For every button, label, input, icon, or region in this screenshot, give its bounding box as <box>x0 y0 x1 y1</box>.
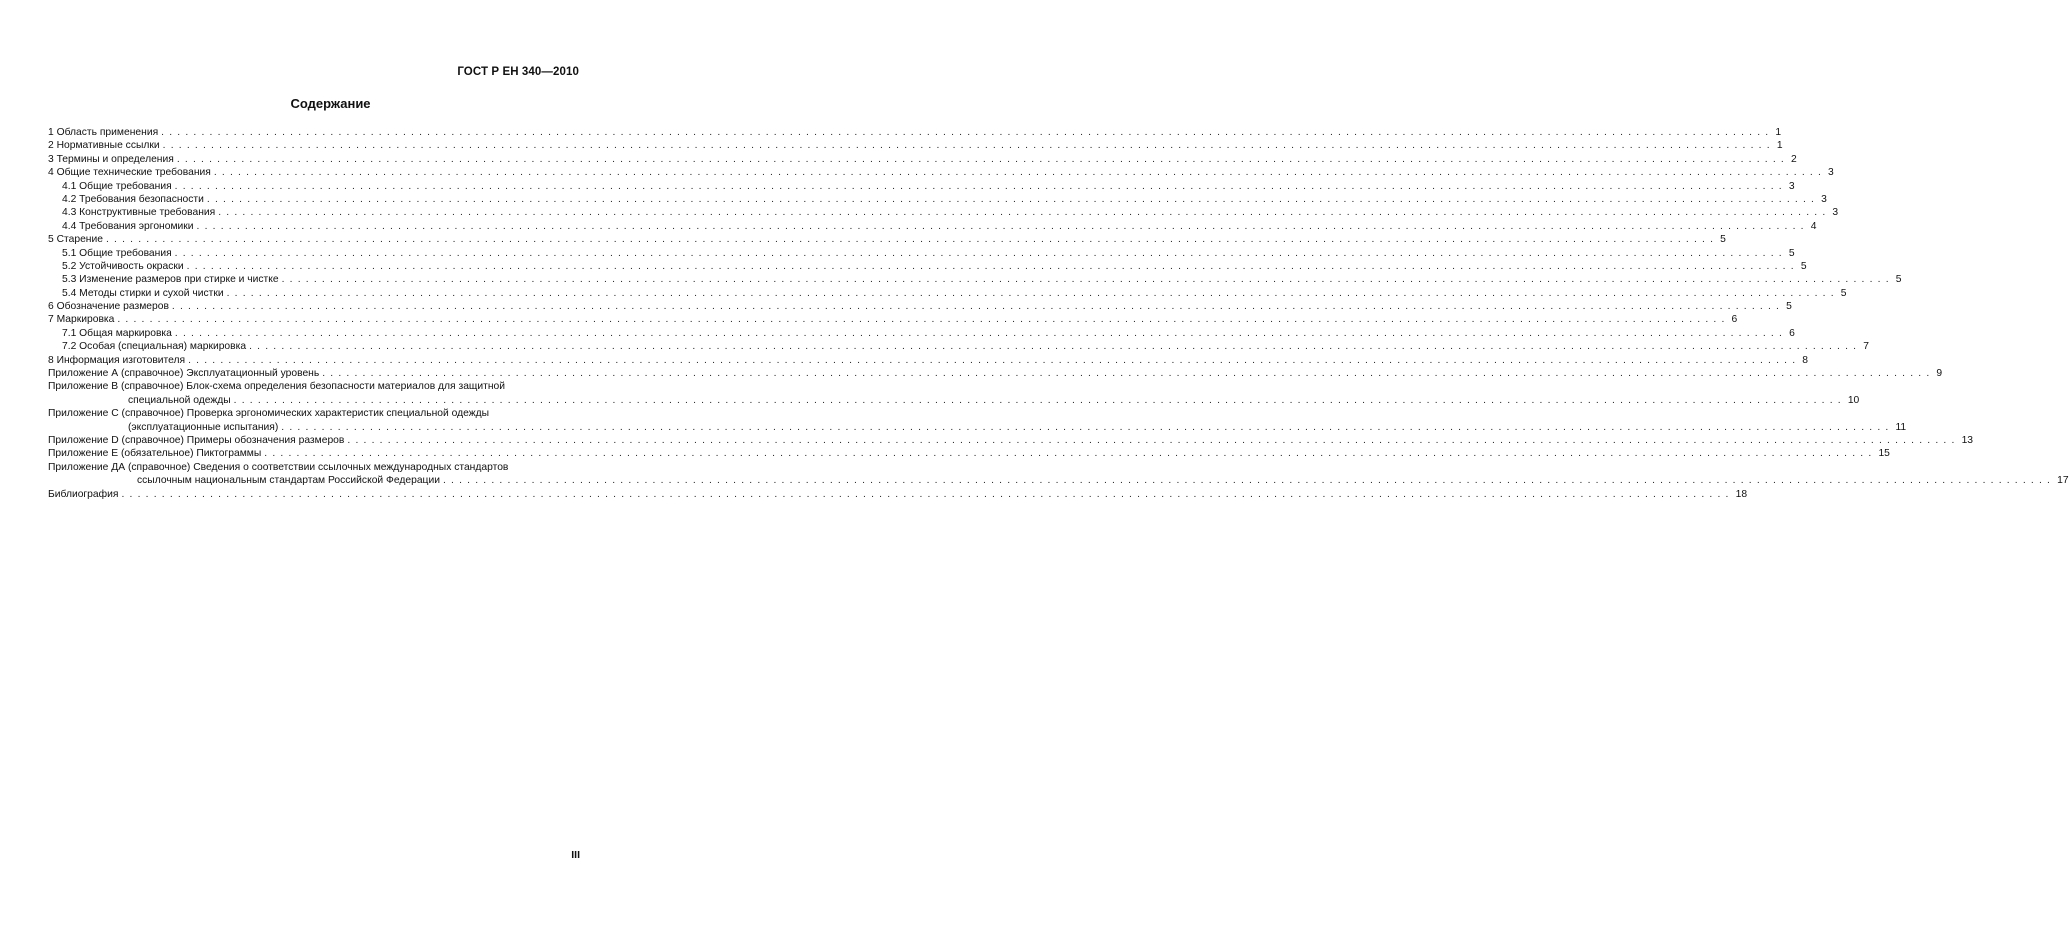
toc-entry-label: 4.3 Конструктивные требования <box>62 207 216 219</box>
toc-entry-page: 5 <box>1788 247 1795 259</box>
toc-dot-leader: ........................................................................................................................................................................................................ <box>233 394 1846 406</box>
table-of-contents <box>48 126 2069 501</box>
toc-dot-leader: ........................................................................................................................................................................................................ <box>174 327 1788 339</box>
toc-dot-leader: ........................................................................................................................................................................................................ <box>174 247 1787 259</box>
toc-dot-leader: ........................................................................................................................................................................................................ <box>162 140 1775 152</box>
toc-entry-page: 8 <box>1802 354 1809 366</box>
toc-entry-label: 5.2 Устойчивость окраски <box>62 260 184 272</box>
toc-entry-page: 13 <box>1961 434 1974 446</box>
toc-entry-page: 1 <box>1776 140 1783 152</box>
toc-entry-label: 4 Общие технические требования <box>48 167 211 179</box>
toc-dot-leader: ........................................................................................................................................................................................................ <box>281 274 1894 286</box>
toc-entry-page: 17 <box>2057 475 2069 487</box>
toc-dot-leader: ........................................................................................................................................................................................................ <box>176 153 1789 165</box>
toc-entry-page: 18 <box>1735 488 1748 500</box>
toc-dot-leader: ........................................................................................................................................................................................................ <box>171 301 1785 313</box>
toc-dot-leader: ........................................................................................................................................................................................................ <box>186 260 1799 272</box>
toc-entry-label: (эксплуатационные испытания) <box>128 421 279 433</box>
toc-entry-page: 4 <box>1810 220 1817 232</box>
toc-entry-page: 3 <box>1832 207 1839 219</box>
toc-entry-label: Библиография <box>48 488 119 500</box>
toc-entry[interactable] <box>48 421 1907 434</box>
toc-dot-leader: ........................................................................................................................................................................................................ <box>174 180 1787 192</box>
toc-entry-page: 6 <box>1789 327 1795 339</box>
toc-dot-leader: ........................................................................................................................................................................................................ <box>347 434 1960 446</box>
toc-entry-page: 5 <box>1840 287 1847 299</box>
toc-entry[interactable] <box>48 394 1860 407</box>
toc-entry[interactable] <box>48 327 1795 340</box>
toc-entry[interactable] <box>48 313 1738 326</box>
toc-dot-leader: ........................................................................................................................................................................................................ <box>121 488 1734 500</box>
toc-entry-label: Приложение D (справочное) Примеры обозначения размеров <box>48 434 345 446</box>
toc-dot-leader: ........................................................................................................................................................................................................ <box>188 354 1801 366</box>
toc-entry-label: Приложение А (справочное) Эксплуатационный уровень <box>48 368 320 380</box>
toc-entry[interactable] <box>48 247 1795 260</box>
toc-entry-label: 5.3 Изменение размеров при стирке и чистке <box>62 274 279 286</box>
toc-entry-label: Приложение С (справочное) Проверка эргономических характеристик специальной одежды <box>48 408 490 420</box>
toc-entry-label: 5.4 Методы стирки и сухой чистки <box>62 287 224 299</box>
toc-entry[interactable] <box>48 193 1827 206</box>
toc-entry[interactable] <box>48 407 583 420</box>
toc-dot-leader: ........................................................................................................................................................................................................ <box>281 421 1894 433</box>
toc-entry[interactable] <box>48 300 1792 313</box>
toc-entry-label: 3 Термины и определения <box>48 153 174 165</box>
toc-entry-label: 4.2 Требования безопасности <box>62 193 204 205</box>
page-number: III <box>571 849 580 861</box>
toc-entry-label: 6 Обозначение размеров <box>48 301 169 313</box>
toc-entry[interactable] <box>48 180 1795 193</box>
toc-entry-page: 5 <box>1800 260 1807 272</box>
toc-entry[interactable] <box>48 220 1817 233</box>
toc-entry-label: 7 Маркировка <box>48 314 115 326</box>
toc-entry[interactable] <box>48 354 1809 367</box>
toc-dot-leader: ........................................................................................................................................................................................................ <box>196 220 1809 232</box>
toc-entry[interactable] <box>48 461 583 474</box>
toc-entry-label: 5 Старение <box>48 234 103 246</box>
toc-entry[interactable] <box>48 126 1782 139</box>
toc-entry-label: Приложение ДА (справочное) Сведения о соответствии ссылочных международных стандартов <box>48 461 509 473</box>
toc-entry[interactable] <box>48 233 1726 246</box>
toc-entry[interactable] <box>48 380 583 393</box>
toc-entry-label: ссылочным национальным стандартам Российской Федерации <box>137 475 440 487</box>
toc-entry[interactable] <box>48 488 1748 501</box>
toc-entry[interactable] <box>48 434 1974 447</box>
toc-dot-leader: ........................................................................................................................................................................................................ <box>442 475 2056 487</box>
toc-entry-label: 5.1 Общие требования <box>62 247 172 259</box>
toc-entry-page: 5 <box>1720 234 1726 246</box>
toc-entry[interactable] <box>48 474 2069 487</box>
toc-entry-page: 6 <box>1731 314 1738 326</box>
toc-dot-leader: ........................................................................................................................................................................................................ <box>249 341 1862 353</box>
toc-entry-page: 1 <box>1775 126 1782 138</box>
toc-dot-leader: ........................................................................................................................................................................................................ <box>322 368 1935 380</box>
toc-entry-page: 3 <box>1788 180 1795 192</box>
toc-dot-leader: ........................................................................................................................................................................................................ <box>206 193 1820 205</box>
toc-entry-label: 7.1 Общая маркировка <box>62 327 172 339</box>
toc-entry-label: 4.1 Общие требования <box>62 180 172 192</box>
toc-entry-label: 1 Область применения <box>48 126 159 138</box>
toc-entry[interactable] <box>48 206 1839 219</box>
toc-entry-page: 2 <box>1791 153 1797 165</box>
toc-entry-label: 7.2 Особая (специальная) маркировка <box>62 341 247 353</box>
toc-entry-label: специальной одежды <box>128 394 231 406</box>
toc-entry-page: 3 <box>1821 193 1827 205</box>
toc-entry-label: 8 Информация изготовителя <box>48 354 186 366</box>
toc-entry[interactable] <box>48 153 1797 166</box>
toc-entry-page: 10 <box>1847 394 1860 406</box>
toc-entry[interactable] <box>48 340 1869 353</box>
toc-entry-page: 5 <box>1786 301 1792 313</box>
toc-entry-label: 4.4 Требования эргономики <box>62 220 194 232</box>
document-code: ГОСТ Р ЕН 340—2010 <box>457 66 579 78</box>
toc-entry[interactable] <box>48 287 1847 300</box>
toc-entry-page: 11 <box>1895 421 1907 433</box>
toc-dot-leader: ........................................................................................................................................................................................................ <box>226 287 1839 299</box>
toc-entry[interactable] <box>48 447 1890 460</box>
toc-dot-leader: ........................................................................................................................................................................................................ <box>264 448 1877 460</box>
toc-entry[interactable] <box>48 260 1807 273</box>
toc-entry[interactable] <box>48 367 1943 380</box>
toc-entry-label: Приложение В (справочное) Блок-схема определения безопасности материалов для защитной <box>48 381 506 393</box>
toc-entry-page: 5 <box>1895 274 1902 286</box>
toc-entry-page: 3 <box>1828 167 1834 179</box>
toc-entry-page: 15 <box>1878 448 1890 460</box>
toc-dot-leader: ........................................................................................................................................................................................................ <box>161 126 1774 138</box>
toc-title: Содержание <box>290 96 371 111</box>
toc-entry-label: 2 Нормативные ссылки <box>48 140 160 152</box>
toc-dot-leader: ........................................................................................................................................................................................................ <box>213 167 1827 179</box>
toc-dot-leader: ........................................................................................................................................................................................................ <box>218 207 1831 219</box>
toc-entry-page: 9 <box>1936 368 1943 380</box>
toc-entry[interactable] <box>48 139 1783 152</box>
toc-entry-page: 7 <box>1863 341 1869 353</box>
toc-entry-label: Приложение Е (обязательное) Пиктограммы <box>48 448 262 460</box>
toc-entry[interactable] <box>48 166 1834 179</box>
toc-entry[interactable] <box>48 273 1902 286</box>
toc-dot-leader: ........................................................................................................................................................................................................ <box>117 314 1730 326</box>
toc-dot-leader: ........................................................................................................................................................................................................ <box>105 234 1719 246</box>
